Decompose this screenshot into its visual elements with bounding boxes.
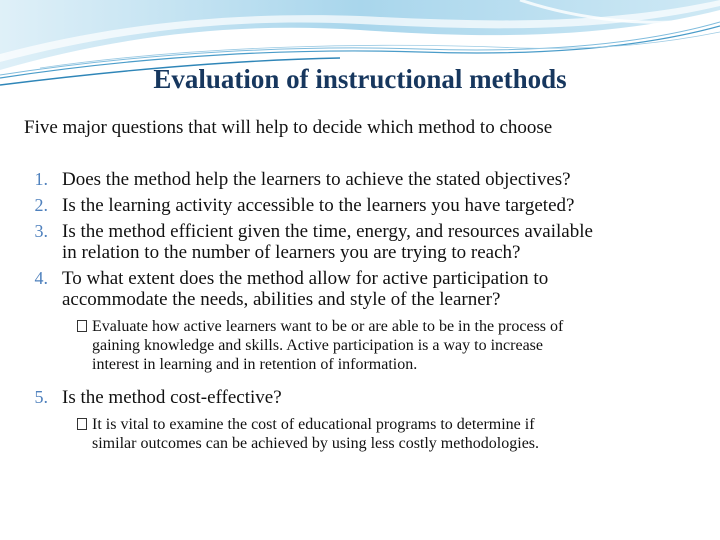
item-number: 3. xyxy=(34,221,48,241)
list-item xyxy=(0,268,720,382)
sub-bullet-text: similar outcomes can be achieved by using less costly methodologies. xyxy=(92,435,540,452)
questions-list xyxy=(0,169,720,458)
sub-bullet-text: It is vital to examine the cost of educational programs to determine if xyxy=(92,416,535,433)
sub-bullet-text: interest in learning and in retention of information. xyxy=(92,356,418,373)
slide-title: Evaluation of instructional methods xyxy=(153,64,567,94)
item-text: Is the learning activity accessible to the learners you have targeted? xyxy=(62,195,575,216)
list-item xyxy=(0,169,720,190)
item-text: Is the method efficient given the time, energy, and resources available xyxy=(62,221,593,242)
item-text: accommodate the needs, abilities and style of the learner? xyxy=(62,289,501,310)
item-text: To what extent does the method allow for active participation to xyxy=(62,268,549,289)
list-item xyxy=(0,387,720,453)
sub-bullet xyxy=(92,317,720,374)
item-text: in relation to the number of learners you are trying to reach? xyxy=(62,242,521,263)
sub-bullet xyxy=(92,415,720,453)
sub-bullet-text: Evaluate how active learners want to be or are able to be in the process of xyxy=(92,318,564,335)
spacer xyxy=(62,374,720,382)
sub-bullet-text: gaining knowledge and skills. Active participation is a way to increase xyxy=(92,337,543,354)
item-number: 2. xyxy=(34,195,48,215)
item-number: 1. xyxy=(34,169,48,189)
square-bullet-icon xyxy=(77,320,87,332)
item-number: 4. xyxy=(34,268,48,288)
list-item xyxy=(0,221,720,263)
item-text: Is the method cost-effective? xyxy=(62,387,282,408)
intro-text: Five major questions that will help to decide which method to choose xyxy=(24,117,553,138)
list-item xyxy=(0,195,720,216)
item-number: 5. xyxy=(34,387,48,407)
square-bullet-icon xyxy=(77,418,87,430)
item-text: Does the method help the learners to achieve the stated objectives? xyxy=(62,169,571,190)
